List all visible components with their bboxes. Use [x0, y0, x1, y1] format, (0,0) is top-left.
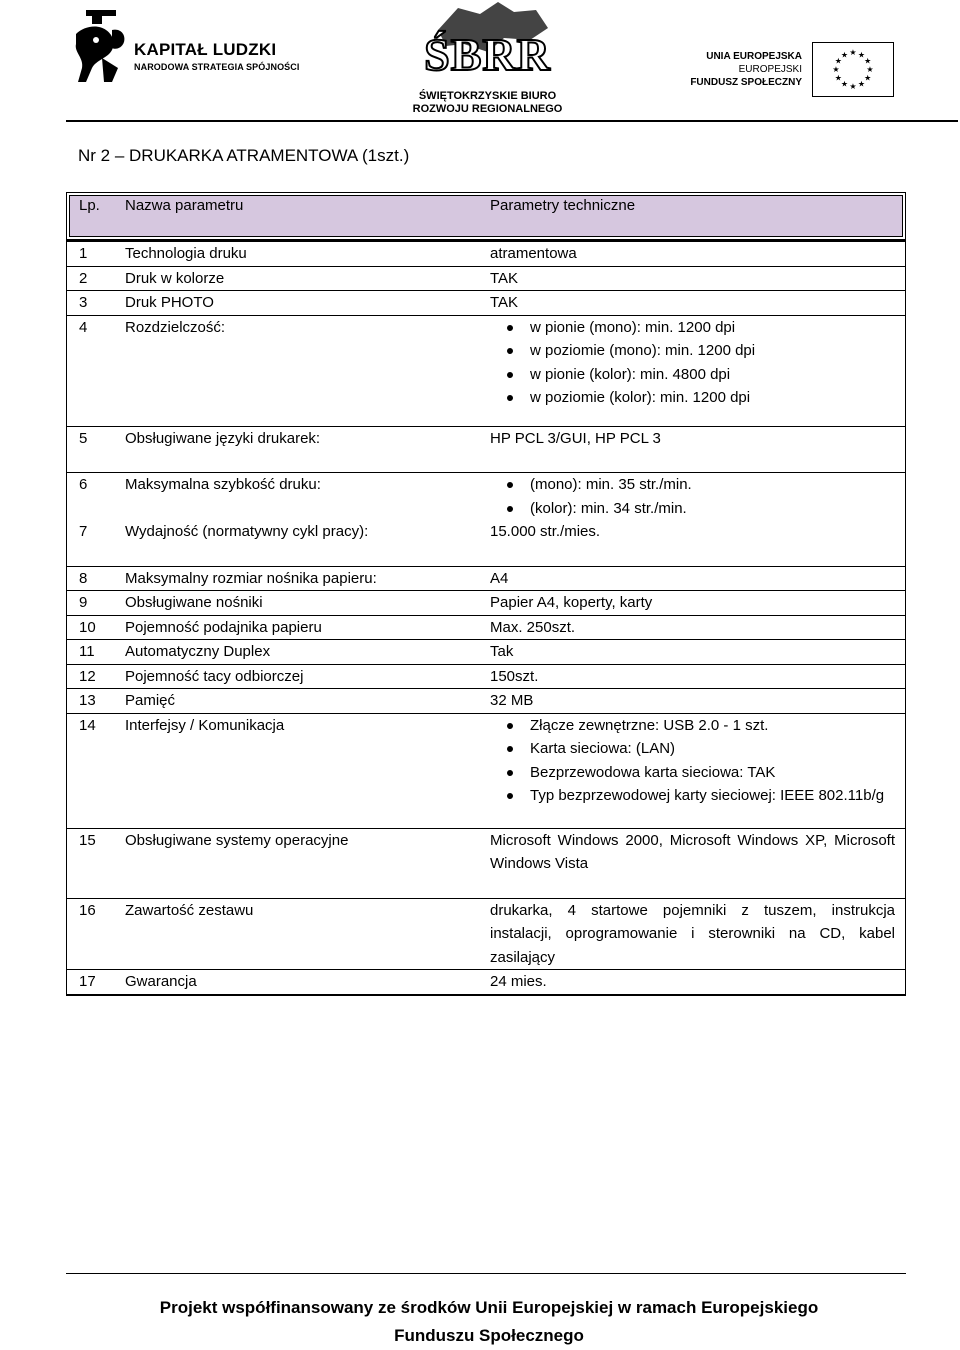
parameter-name: Druk w kolorze [125, 269, 225, 287]
table-row [67, 899, 905, 971]
bullet-item: w poziomie (mono): min. 1200 dpi [490, 339, 895, 363]
parameter-name: Wydajność (normatywny cykl pracy): [125, 523, 369, 540]
parameter-value: Tak [490, 643, 514, 660]
parameter-value: Papier A4, koperty, karty [490, 594, 653, 611]
parameter-value: 24 mies. [490, 973, 547, 990]
parameter-name: Druk PHOTO [125, 294, 214, 311]
parameter-value [490, 316, 905, 410]
bullet-item: w pionie (kolor): min. 4800 dpi [490, 363, 895, 387]
parameter-name: Automatyczny Duplex [125, 643, 271, 660]
row-number: 17 [79, 973, 96, 990]
row-number: 13 [79, 692, 96, 709]
eu-star-icon: ★ [864, 73, 872, 83]
table-body [66, 240, 906, 996]
eu-line2: EUROPEJSKI [738, 64, 802, 75]
document-title: Nr 2 – DRUKARKA ATRAMENTOWA (1szt.) [78, 146, 410, 165]
eu-star-icon: ★ [834, 73, 842, 83]
parameter-value: HP PCL 3/GUI, HP PCL 3 [490, 429, 661, 447]
footer-divider [66, 1273, 906, 1274]
parameter-value: TAK [490, 294, 519, 311]
parameter-name: Rozdzielczość: [125, 318, 226, 336]
eu-text-block [690, 50, 802, 89]
table-row [67, 689, 905, 714]
parameter-value: atramentowa [490, 245, 577, 262]
footer-line1: Projekt współfinansowany ze środków Unii Europejskiej w ramach Europejskiego [159, 1298, 819, 1317]
table-row [67, 291, 905, 316]
row-number: 11 [79, 643, 95, 660]
footer [66, 1294, 912, 1350]
parameter-value: drukarka, 4 startowe pojemniki z tuszem, instrukcja instalacji, oprogramowanie i sterowniki na CD, kabel zasilający [490, 901, 895, 966]
parameter-name: Pojemność tacy odbiorczej [125, 667, 304, 685]
table-row [67, 714, 905, 829]
row-number: 4 [79, 318, 88, 336]
row-number: 7 [79, 523, 88, 540]
kapital-ludzki-logo [72, 10, 302, 82]
kapital-ludzki-figure-icon [72, 10, 130, 82]
eu-star-icon: ★ [834, 56, 842, 66]
header-divider [66, 120, 958, 122]
eu-line3: FUNDUSZ SPOŁECZNY [690, 77, 802, 88]
eu-star-icon: ★ [857, 79, 866, 89]
eu-star-icon: ★ [849, 48, 857, 57]
parameter-name: Obsługiwane systemy operacyjne [125, 831, 349, 849]
bullet-item: Złącze zewnętrzne: USB 2.0 - 1 szt. [490, 714, 895, 738]
parameter-value: 32 MB [490, 692, 534, 709]
bullet-item: Bezprzewodowa karta sieciowa: TAK [490, 761, 895, 785]
bullet-list [490, 714, 895, 808]
parameter-value: A4 [490, 569, 509, 587]
row-number: 16 [79, 901, 96, 919]
table-row [67, 267, 905, 292]
kapital-ludzki-subtitle: NARODOWA STRATEGIA SPÓJNOŚCI [134, 62, 300, 72]
table-row [67, 520, 905, 567]
row-number: 14 [79, 716, 96, 734]
table-header [66, 192, 906, 240]
row-number: 5 [79, 429, 88, 447]
col-header-name: Nazwa parametru [125, 197, 244, 214]
table-row [67, 427, 905, 474]
table-row [67, 616, 905, 641]
spec-table [66, 192, 906, 996]
sbrr-wordmark: ŚBRR [424, 29, 551, 80]
parameter-name: Pamięć [125, 692, 176, 709]
eu-star-icon: ★ [832, 65, 840, 74]
table-row [67, 567, 905, 592]
row-number: 10 [79, 618, 96, 636]
bullet-list [490, 473, 895, 520]
bullet-list [490, 316, 895, 410]
parameter-value: 15.000 str./mies. [490, 523, 601, 540]
col-header-params: Parametry techniczne [490, 197, 636, 214]
eu-star-icon: ★ [840, 79, 849, 89]
row-number: 9 [79, 594, 88, 611]
parameter-name: Gwarancja [125, 973, 197, 990]
eu-line1: UNIA EUROPEJSKA [706, 51, 802, 62]
kapital-ludzki-title: KAPITAŁ LUDZKI [134, 40, 277, 59]
col-header-lp: Lp. [79, 197, 100, 214]
table-row [67, 970, 905, 995]
parameter-name: Maksymalna szybkość druku: [125, 476, 321, 493]
row-number: 15 [79, 831, 96, 849]
parameter-name: Technologia druku [125, 245, 247, 262]
parameter-value: 150szt. [490, 667, 539, 685]
bullet-item: (mono): min. 35 str./min. [490, 473, 895, 497]
parameter-value [490, 473, 905, 520]
eu-flag-icon [812, 42, 894, 97]
table-row [67, 240, 905, 267]
parameter-name: Zawartość zestawu [125, 901, 254, 919]
row-number: 2 [79, 269, 88, 287]
bullet-item: Karta sieciowa: (LAN) [490, 737, 895, 761]
bullet-item: w pionie (mono): min. 1200 dpi [490, 316, 895, 340]
table-row [67, 665, 905, 690]
footer-line2: Funduszu Społecznego [394, 1326, 584, 1345]
sbrr-line1: ŚWIĘTOKRZYSKIE BIURO [418, 90, 557, 102]
parameter-value [490, 714, 905, 808]
bullet-item: Typ bezprzewodowej karty sieciowej: IEEE 802.11b/g [490, 784, 895, 808]
parameter-value: Microsoft Windows 2000, Microsoft Windows XP, Microsoft Windows Vista [490, 831, 895, 872]
row-number: 1 [79, 245, 88, 262]
table-row [67, 829, 905, 899]
eu-star-icon: ★ [864, 56, 872, 66]
table-row [67, 591, 905, 616]
row-number: 12 [79, 667, 96, 685]
bullet-item: (kolor): min. 34 str./min. [490, 497, 895, 521]
sbrr-line2: ROZWOJU REGIONALNEGO [412, 103, 563, 115]
row-number: 3 [79, 294, 88, 311]
parameter-name: Interfejsy / Komunikacja [125, 716, 285, 734]
parameter-name: Pojemność podajnika papieru [125, 618, 322, 636]
table-row [67, 640, 905, 665]
eu-star-icon: ★ [857, 50, 866, 60]
eu-star-icon: ★ [866, 65, 874, 74]
table-row [67, 316, 905, 427]
parameter-value: TAK [490, 269, 519, 287]
sbrr-logo [400, 0, 575, 116]
parameter-name: Maksymalny rozmiar nośnika papieru: [125, 569, 377, 587]
row-number: 8 [79, 569, 88, 587]
bullet-item: w poziomie (kolor): min. 1200 dpi [490, 386, 895, 410]
parameter-name: Obsługiwane języki drukarek: [125, 429, 321, 447]
row-number: 6 [79, 476, 88, 493]
parameter-name: Obsługiwane nośniki [125, 594, 263, 611]
eu-star-icon: ★ [849, 82, 857, 91]
eu-star-icon: ★ [840, 50, 849, 60]
table-row [67, 473, 905, 520]
parameter-value: Max. 250szt. [490, 618, 576, 636]
